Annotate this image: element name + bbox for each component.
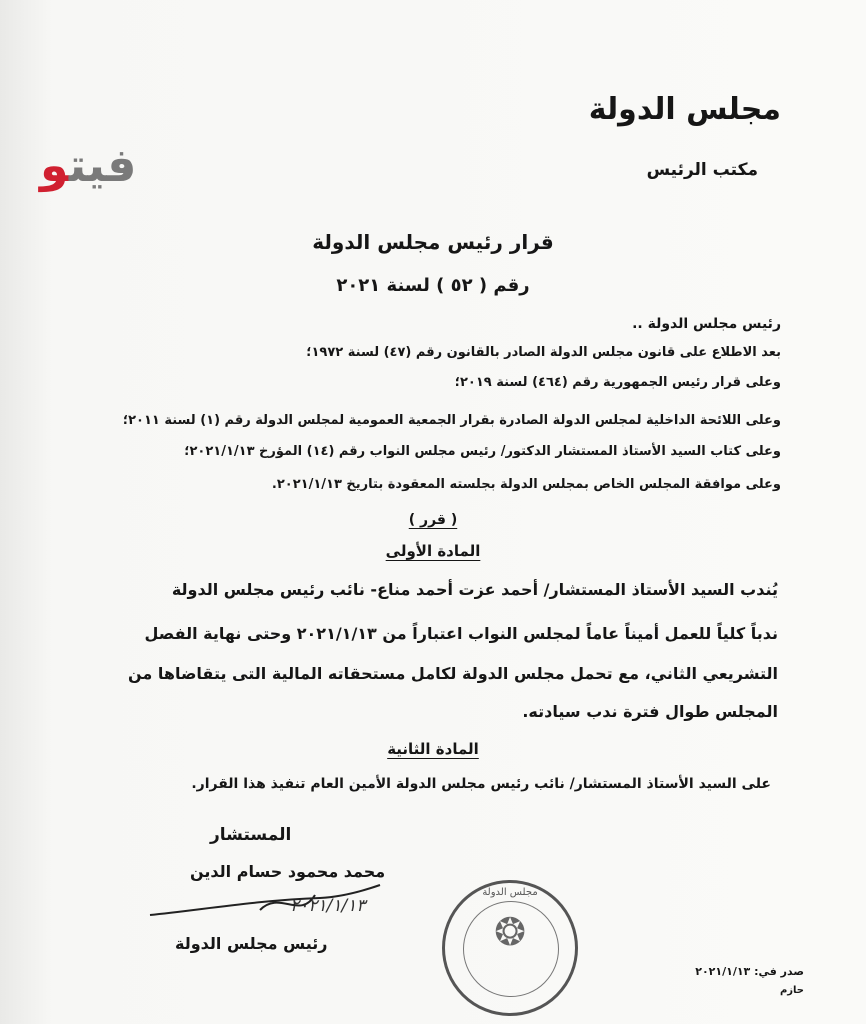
signature-scribble (140, 870, 390, 930)
signature-position: رئيس مجلس الدولة (175, 934, 328, 953)
preamble-line: وعلى اللائحة الداخلية لمجلس الدولة الصادرة بقرار الجمعية العمومية لمجلس الدولة رقم (١) لسنة ٢٠١١؛ (122, 413, 781, 428)
decision-title: قرار رئيس مجلس الدولة (312, 230, 554, 254)
official-seal (442, 880, 578, 1016)
handwritten-date: ٢٠٢١/١/١٣ (290, 896, 366, 916)
issued-date: صدر في: ٢٠٢١/١/١٣ (695, 965, 804, 978)
preamble-line: وعلى كتاب السيد الأستاذ المستشار الدكتور/ رئيس مجلس النواب رقم (١٤) المؤرخ ٢٠٢١/١/١٣؛ (184, 444, 781, 459)
article1-heading: المادة الأولى (385, 542, 481, 560)
article1-line: يُندب السيد الأستاذ المستشار/ أحمد عزت أحمد مناع- نائب رئيس مجلس الدولة (171, 580, 778, 599)
eagle-emblem-icon: ❂ (494, 910, 526, 954)
council-header: مجلس الدولة (588, 92, 781, 127)
issued-by: حازم (779, 985, 804, 996)
article1-line: ندباً كلياً للعمل أميناً عاماً لمجلس النواب اعتباراً من ٢٠٢١/١/١٣ وحتى نهاية الفصل (144, 624, 778, 643)
preamble-line: بعد الاطلاع على قانون مجلس الدولة الصادر بالقانون رقم (٤٧) لسنة ١٩٧٢؛ (306, 345, 781, 360)
article2-text: على السيد الأستاذ المستشار/ نائب رئيس مجلس الدولة الأمين العام تنفيذ هذا القرار. (191, 776, 771, 792)
watermark-logo: فيتو (40, 138, 137, 192)
signature-title: المستشار (210, 825, 292, 845)
preamble-line: وعلى موافقة المجلس الخاص بمجلس الدولة بجلسته المعقودة بتاريخ ٢٠٢١/١/١٣. (271, 477, 781, 492)
office-header: مكتب الرئيس (646, 160, 758, 180)
signature-name: محمد محمود حسام الدين (190, 862, 386, 881)
preamble-line: رئيس مجلس الدولة .. (632, 316, 781, 332)
decision-number: رقم ( ٥٢ ) لسنة ٢٠٢١ (336, 275, 530, 296)
article1-line: المجلس طوال فترة ندب سيادته. (522, 702, 778, 721)
decided-label: ( قرر ) (408, 512, 458, 528)
seal-text: مجلس الدولة (482, 887, 538, 898)
preamble-line: وعلى قرار رئيس الجمهورية رقم (٤٦٤) لسنة ٢٠١٩؛ (454, 375, 781, 390)
article2-heading: المادة الثانية (387, 740, 479, 758)
article1-line: التشريعي الثاني، مع تحمل مجلس الدولة لكامل مستحقاته المالية التى يتقاضاها من (127, 664, 778, 683)
